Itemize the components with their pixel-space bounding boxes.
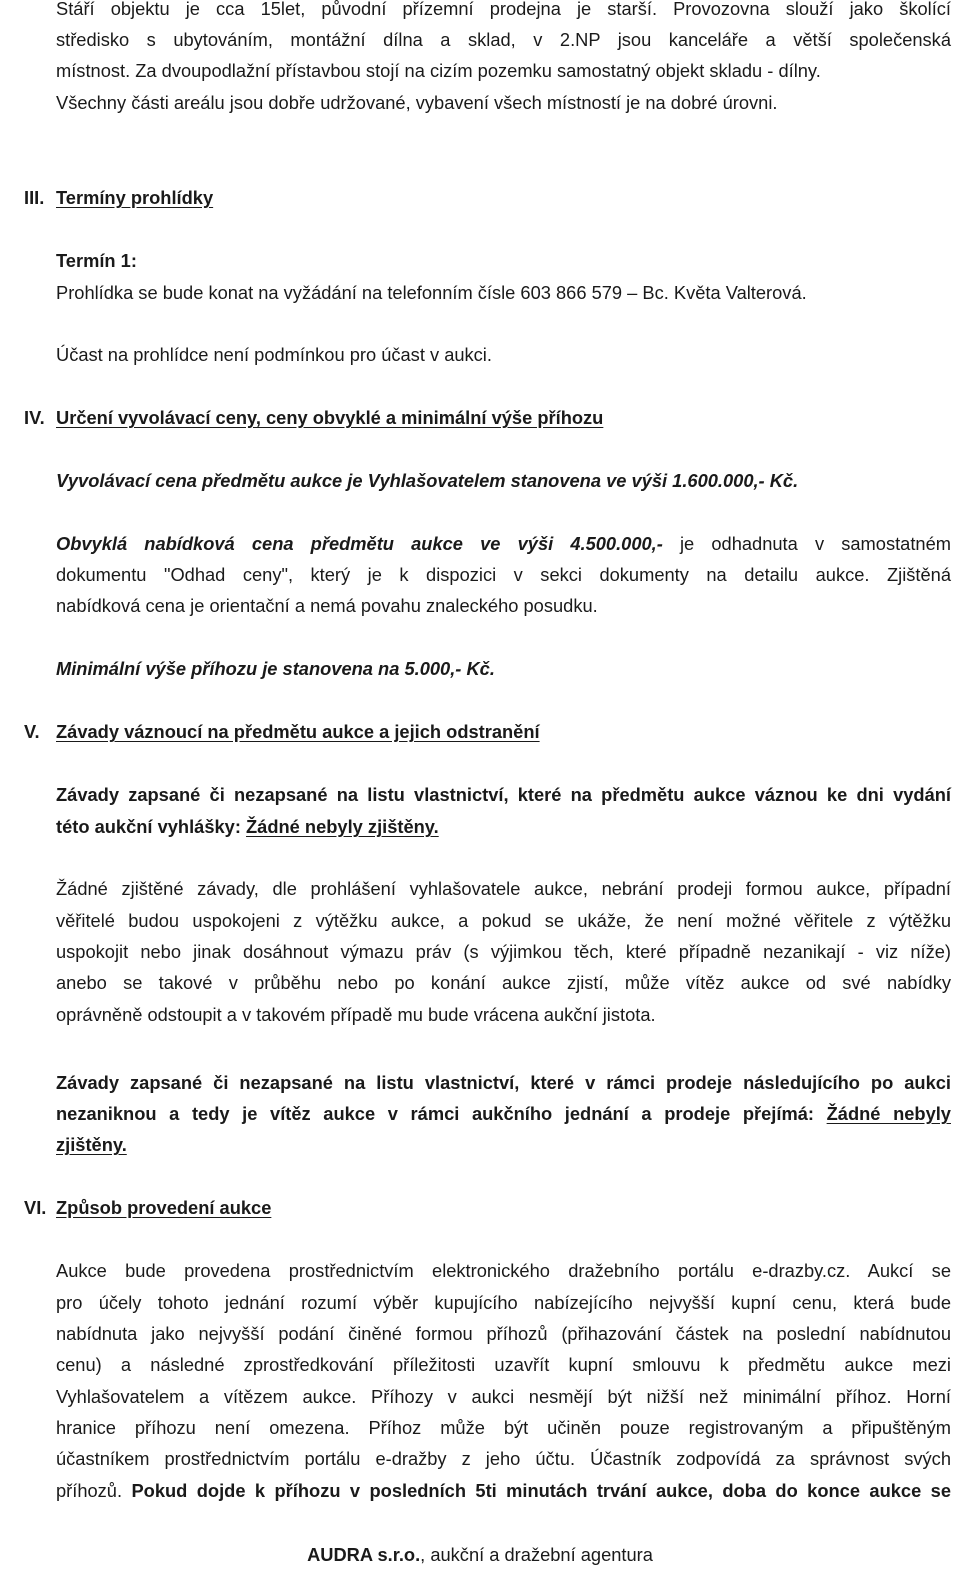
intro-line-1: Stáří objektu je cca 15let, původní přízemní prodejna je starší. Provozovna slouží jako školící: [56, 0, 951, 19]
footer-company: AUDRA s.r.o.: [307, 1544, 421, 1565]
intro-line-4: Všechny části areálu jsou dobře udržované, vybavení všech místností je na dobré úrovni.: [56, 92, 778, 113]
defects-p3-line-3: zjištěny.: [56, 1134, 127, 1155]
minimum-bid: Minimální výše příhozu je stanovena na 5.000,- Kč.: [56, 658, 495, 679]
defects-p1-label: této aukční vyhlášky:: [56, 816, 241, 837]
term-label: Termín 1:: [56, 250, 137, 271]
defects-p1-line-1: Závady zapsané či nezapsané na listu vlastnictví, které na předmětu aukce váznou ke dni vydání: [56, 784, 951, 805]
defects-p2-line-5: oprávněně odstoupit a v takovém případě mu bude vrácena aukční jistota.: [56, 1004, 656, 1025]
defects-p2-line-4: anebo se takové v průběhu nebo po konání aukce zjistí, může vítěz aukce od své nabídky: [56, 972, 951, 993]
usual-price-bold: Obvyklá nabídková cena předmětu aukce ve výši 4.500.000,-: [56, 533, 663, 554]
auction-method-line-3: nabídnuta jako nejvyšší podání činěné formou příhozů (přihazování částek na poslední nabídnutou: [56, 1323, 951, 1344]
defects-p2-line-2: věřitelé budou uspokojeni z výtěžku aukce, a pokud se ukáže, že není možné věřitele z výtěžku: [56, 910, 951, 931]
page-footer: [0, 1543, 960, 1567]
auction-method-line-7: účastníkem prostřednictvím portálu e-dražby z jeho účtu. Účastník zodpovídá za správnost svých: [56, 1448, 951, 1469]
defects-p2-line-3: uspokojit nebo jinak dosáhnout výmazu práv (s výjimkou těch, které případně nezanikají - viz níže): [56, 941, 951, 962]
section-number-iii: III.: [24, 187, 45, 208]
auction-method-line-8-bold: Pokud dojde k příhozu v posledních 5ti minutách trvání aukce, doba do konce aukce se: [131, 1480, 951, 1501]
section-title-iv: Určení vyvolávací ceny, ceny obvyklé a minimální výše příhozu: [56, 407, 604, 428]
auction-method-line-4: cenu) a následné zprostředkování příležitosti uzavřít kupní smlouvu k předmětu aukce mezi: [56, 1354, 951, 1375]
footer-description: , aukční a dražební agentura: [420, 1544, 653, 1565]
intro-line-3: místnost. Za dvoupodlažní přístavbou stojí na cizím pozemku samostatný objekt skladu - dílny.: [56, 60, 821, 81]
section-number-v: V.: [24, 721, 40, 742]
auction-method-line-5: Vyhlašovatelem a vítězem aukce. Příhozy v aukci nesmějí být nižší než minimální příhoz. Horní: [56, 1386, 951, 1407]
auction-method-line-6: hranice příhozu není omezena. Příhoz může být učiněn pouze registrovaným a připuštěným: [56, 1417, 951, 1438]
section-title-iii: Termíny prohlídky: [56, 187, 214, 208]
section-number-iv: IV.: [24, 407, 45, 428]
usual-price-line-2: dokumentu "Odhad ceny", který je k dispozici v sekci dokumenty na detailu aukce. Zjištěná: [56, 564, 951, 585]
defects-p3-label: nezaniknou a tedy je vítěz aukce v rámci aukčního jednání a prodeje přejímá:: [56, 1103, 814, 1124]
section-title-vi: Způsob provedení aukce: [56, 1197, 272, 1218]
section-title-v: Závady váznoucí na předmětu aukce a jejich odstranění: [56, 721, 540, 742]
defects-p3-line-2: [56, 1102, 951, 1126]
section-number-vi: VI.: [24, 1197, 47, 1218]
defects-p2-line-1: Žádné zjištěné závady, dle prohlášení vyhlašovatele aukce, nebrání prodeji formou aukce, případní: [56, 878, 951, 899]
defects-p3-line-1: Závady zapsané či nezapsané na listu vlastnictví, které v rámci prodeje následujícího po aukci: [56, 1072, 951, 1093]
auction-method-line-2: pro účely tohoto jednání rozumí výběr kupujícího nabízejícího nejvyšší kupní cenu, která bude: [56, 1292, 951, 1313]
intro-line-2: středisko s ubytováním, montážní dílna a sklad, v 2.NP jsou kanceláře a větší společenská: [56, 29, 951, 50]
visit-note: Účast na prohlídce není podmínkou pro účast v aukci.: [56, 344, 492, 365]
usual-price-rest: je odhadnuta v samostatném: [680, 533, 951, 554]
starting-price: Vyvolávací cena předmětu aukce je Vyhlašovatelem stanovena ve výši 1.600.000,- Kč.: [56, 470, 799, 491]
defects-p1-line-2: [56, 815, 951, 839]
usual-price-line-1: [56, 532, 951, 556]
usual-price-line-3: nabídková cena je orientační a nemá povahu znaleckého posudku.: [56, 595, 598, 616]
defects-p1-answer: Žádné nebyly zjištěny.: [246, 816, 439, 837]
auction-method-line-1: Aukce bude provedena prostřednictvím elektronického dražebního portálu e-drazby.cz. Aukcí se: [56, 1260, 951, 1281]
defects-p3-answer: Žádné nebyly: [826, 1103, 951, 1124]
visit-text: Prohlídka se bude konat na vyžádání na telefonním čísle 603 866 579 – Bc. Květa Valterová.: [56, 282, 807, 303]
auction-method-line-8-start: příhozů.: [56, 1480, 123, 1501]
auction-method-line-8: [56, 1479, 951, 1503]
